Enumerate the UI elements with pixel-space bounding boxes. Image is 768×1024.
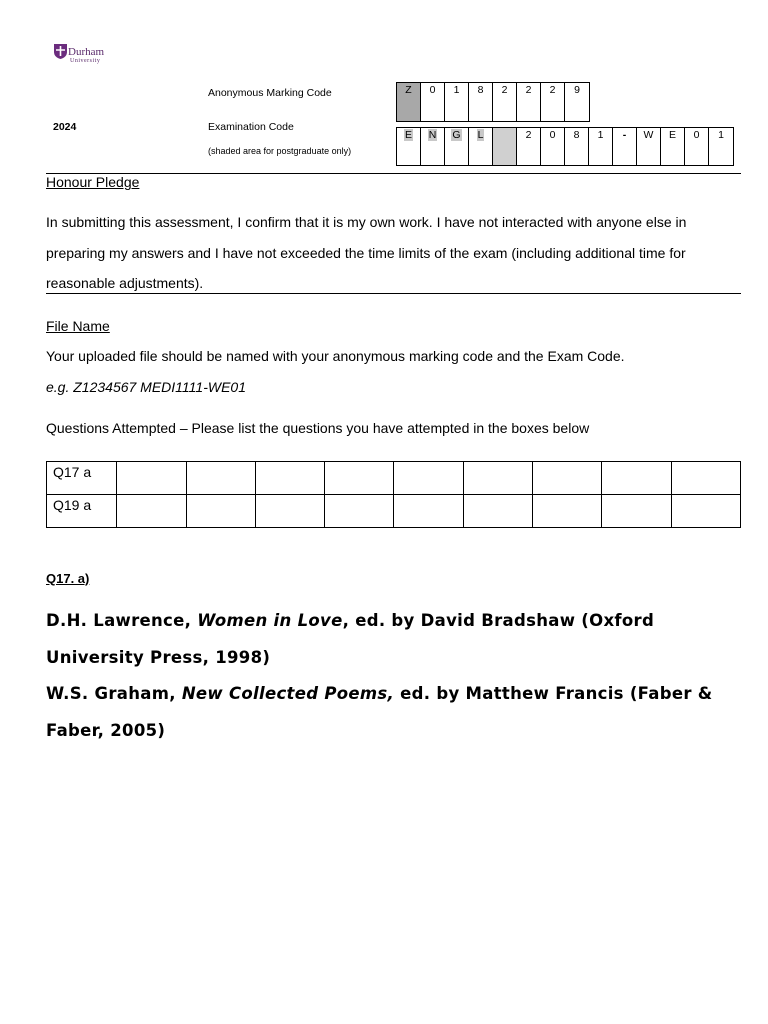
- question-cell[interactable]: [117, 462, 186, 495]
- exam-code-cell: W: [637, 128, 661, 165]
- exam-code-cell: E: [661, 128, 685, 165]
- pledge-heading: Honour Pledge: [46, 174, 140, 190]
- exam-code-cell-shaded: [493, 128, 517, 165]
- answer-heading: Q17. a): [46, 571, 90, 586]
- anon-code-label: Anonymous Marking Code: [208, 87, 332, 99]
- exam-code-cell: [421, 128, 445, 165]
- exam-code-cell: -: [613, 128, 637, 165]
- question-cell[interactable]: [325, 462, 394, 495]
- questions-prompt: Questions Attempted – Please list the questions you have attempted in the boxes below: [46, 420, 590, 436]
- reference-2: [46, 675, 756, 712]
- pledge-line: reasonable adjustments).: [46, 275, 204, 291]
- table-row: [47, 495, 741, 528]
- question-cell[interactable]: [394, 462, 463, 495]
- exam-code-sublabel: (shaded area for postgraduate only): [208, 146, 352, 156]
- anon-code-cell: Z: [397, 83, 421, 121]
- pledge-line: preparing my answers and I have not exceeded the time limits of the exam (including additional time for: [46, 245, 686, 261]
- question-cell[interactable]: [671, 462, 740, 495]
- question-cell[interactable]: [325, 495, 394, 528]
- logo-text: Durham: [68, 46, 105, 58]
- exam-code-cell: [445, 128, 469, 165]
- anon-code-cell: 9: [574, 84, 580, 96]
- reference-1-cont: University Press, 1998): [46, 648, 271, 667]
- divider: [46, 293, 741, 294]
- question-cell[interactable]: [671, 495, 740, 528]
- question-cell[interactable]: [394, 495, 463, 528]
- exam-code-cell: [469, 128, 493, 165]
- logo-subtext: University: [70, 58, 101, 64]
- exam-code-char: G: [452, 129, 461, 141]
- anon-code-boxes: [396, 82, 590, 122]
- exam-code-cell: [397, 128, 421, 165]
- question-cell[interactable]: [186, 462, 255, 495]
- exam-code-char: E: [404, 129, 412, 141]
- question-cell[interactable]: Q17 a: [47, 462, 117, 495]
- question-cell[interactable]: [117, 495, 186, 528]
- file-name-example: e.g. Z1234567 MEDI1111-WE01: [46, 379, 246, 395]
- year-label: 2024: [53, 121, 77, 133]
- question-cell[interactable]: Q19 a: [47, 495, 117, 528]
- reference-details: ed. by Matthew Francis (Faber &: [394, 684, 713, 703]
- question-cell[interactable]: [463, 462, 532, 495]
- reference-title: Women in Love: [197, 611, 343, 630]
- exam-code-char: L: [477, 129, 484, 141]
- exam-code-cell: 1: [718, 129, 724, 141]
- exam-code-cell: 2: [517, 128, 541, 165]
- divider: [46, 173, 741, 174]
- question-cell[interactable]: [533, 495, 602, 528]
- question-cell[interactable]: [533, 462, 602, 495]
- exam-code-label: Examination Code: [208, 121, 294, 133]
- anon-code-cell: 1: [445, 83, 469, 121]
- question-cell[interactable]: [463, 495, 532, 528]
- anon-code-cell: 2: [493, 83, 517, 121]
- anon-code-cell: 2: [541, 83, 565, 121]
- table-row: [47, 462, 741, 495]
- question-cell[interactable]: [186, 495, 255, 528]
- exam-code-char: N: [428, 129, 437, 141]
- reference-author: D.H. Lawrence,: [46, 611, 198, 630]
- pledge-line: In submitting this assessment, I confirm that it is my own work. I have not interacted with anyone else in: [46, 214, 687, 230]
- exam-code-cell: 1: [589, 128, 613, 165]
- exam-code-cell: 8: [565, 128, 589, 165]
- question-cell[interactable]: [255, 462, 324, 495]
- exam-code-cell: 0: [541, 128, 565, 165]
- questions-table: [46, 461, 741, 528]
- reference-details: , ed. by David Bradshaw (Oxford: [342, 611, 655, 630]
- reference-author: W.S. Graham,: [46, 684, 182, 703]
- question-cell[interactable]: [602, 462, 671, 495]
- anon-code-cell: 0: [421, 83, 445, 121]
- anon-code-cell: 8: [469, 83, 493, 121]
- exam-code-cell: 0: [685, 128, 709, 165]
- exam-code-boxes: [396, 127, 734, 166]
- anon-code-cell: 2: [517, 83, 541, 121]
- file-name-instruction: Your uploaded file should be named with your anonymous marking code and the Exam Code.: [46, 348, 625, 364]
- file-name-heading: File Name: [46, 318, 110, 334]
- durham-logo-crest-icon: [53, 43, 68, 60]
- reference-1: [46, 602, 746, 639]
- reference-title: New Collected Poems,: [181, 684, 395, 703]
- reference-2-cont: Faber, 2005): [46, 721, 166, 740]
- question-cell[interactable]: [255, 495, 324, 528]
- question-cell[interactable]: [602, 495, 671, 528]
